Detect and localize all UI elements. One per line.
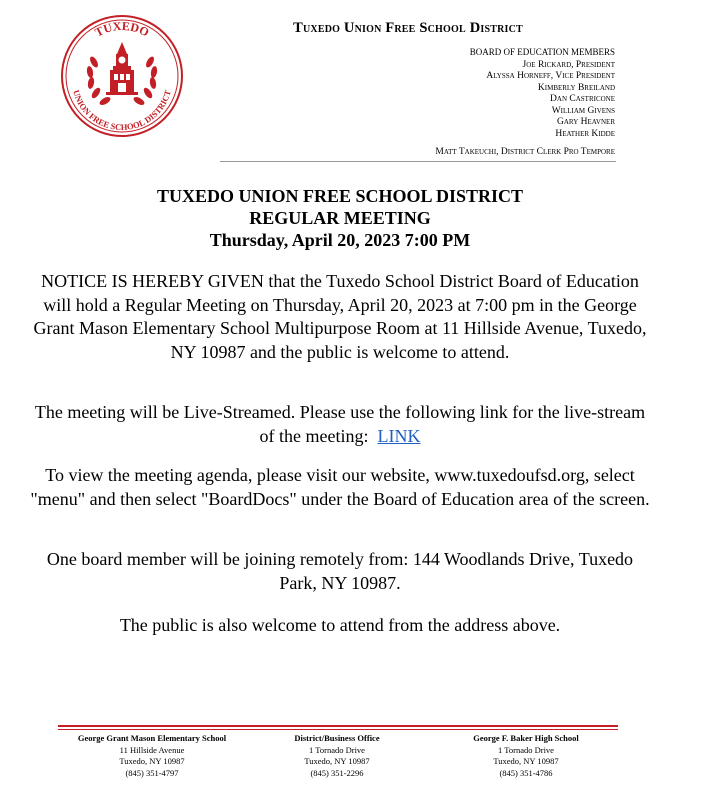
meeting-title-block — [40, 185, 640, 251]
location-name: District/Business Office — [294, 733, 380, 743]
location-city: Tuxedo, NY 10987 — [304, 756, 370, 766]
board-member: Alyssa Horneff, Vice President — [486, 71, 615, 81]
remote-member-paragraph: One board member will be joining remotely from: 144 Woodlands Drive, Tuxedo Park, NY 10987. — [46, 549, 634, 593]
livestream-text: The meeting will be Live-Streamed. Please use the following link for the live-stream of the meeting: — [34, 402, 646, 446]
district-clerk: Matt Takeuchi, District Clerk Pro Tempore — [435, 147, 615, 157]
board-member: Joe Rickard, President — [522, 59, 615, 70]
header-divider — [220, 161, 616, 162]
meeting-datetime-line: Thursday, April 20, 2023 7:00 PM — [209, 230, 471, 250]
location-phone: (845) 351-4797 — [125, 767, 179, 778]
location-street: 1 Tornado Drive — [498, 744, 554, 755]
board-member: Gary Heavner — [557, 117, 615, 127]
location-city: Tuxedo, NY 10987 — [493, 756, 559, 766]
board-member: Dan Castricone — [550, 94, 615, 104]
location-name: George F. Baker High School — [473, 733, 579, 743]
board-member: William Givens — [551, 105, 615, 116]
footer-divider — [58, 725, 618, 727]
public-attendance-paragraph: The public is also welcome to attend from the address above. — [119, 615, 561, 635]
footer-location — [237, 733, 437, 779]
district-title: Tuxedo Union Free School District — [293, 20, 523, 36]
livestream-link[interactable]: LINK — [377, 425, 421, 446]
district-seal-logo — [60, 14, 184, 138]
board-member: Kimberly Breiland — [537, 82, 615, 93]
meeting-type-line: REGULAR MEETING — [249, 208, 431, 228]
location-phone: (845) 351-2296 — [310, 767, 364, 778]
footer-location — [52, 733, 252, 779]
seal-top-text: TUXEDO — [92, 18, 152, 40]
location-street: 1 Tornado Drive — [309, 744, 365, 755]
notice-paragraph: NOTICE IS HEREBY GIVEN that the Tuxedo School District Board of Education will hold a Regular Meeting on Thursday, April 20, 2023 at 7:00 pm in the George Grant Mason Elementary School Multipurpose Room at 11 Hillside Avenue, Tuxedo, NY 10987 and the public is welcome to attend. — [33, 271, 647, 362]
seal-bottom-text: UNION FREE SCHOOL DISTRICT — [71, 88, 173, 133]
location-phone: (845) 351-4786 — [499, 767, 553, 778]
location-city: Tuxedo, NY 10987 — [119, 756, 185, 766]
svg-text:TUXEDO — [93, 19, 152, 40]
footer-divider-thin — [58, 729, 618, 730]
livestream-paragraph — [30, 401, 650, 448]
board-members-list — [435, 47, 615, 159]
board-heading: BOARD OF EDUCATION MEMBERS — [469, 47, 615, 57]
meeting-district-line: TUXEDO UNION FREE SCHOOL DISTRICT — [156, 186, 524, 206]
location-street: 11 Hillside Avenue — [119, 744, 185, 755]
location-name: George Grant Mason Elementary School — [77, 733, 227, 743]
board-member: Heather Kidde — [555, 128, 615, 139]
agenda-paragraph: To view the meeting agenda, please visit our website, www.tuxedoufsd.org, select "menu" and then select "BoardDocs" under the Board of Education area of the screen. — [30, 465, 650, 509]
footer-location — [426, 733, 626, 779]
